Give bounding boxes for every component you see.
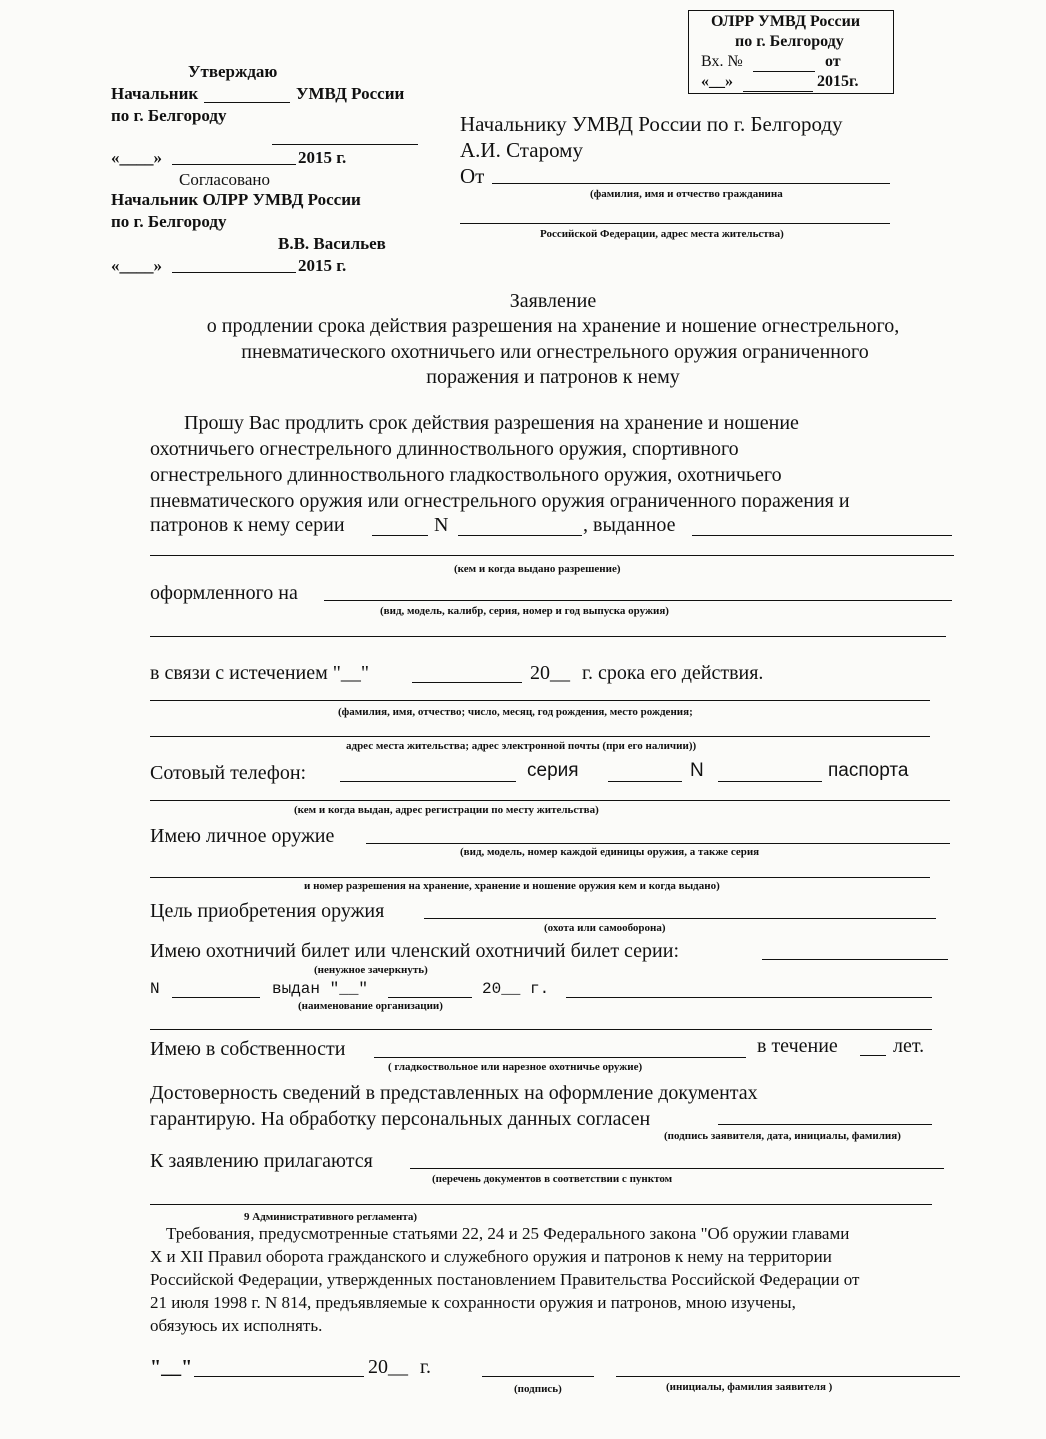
request-paragraph bbox=[150, 410, 948, 514]
expiry-suffix: г. срока его действия. bbox=[582, 662, 764, 684]
stamp-year: 2015г. bbox=[817, 73, 859, 90]
stamp-number-line[interactable] bbox=[753, 71, 815, 72]
ticket-issued-label: выдан "__" bbox=[272, 980, 369, 998]
approve-umvd: УМВД России bbox=[296, 84, 405, 103]
applicant-address-caption: Российской Федерации, адрес места жительства) bbox=[540, 228, 784, 240]
address-caption: адрес места жительства; адрес электронной почты (при его наличии)) bbox=[346, 740, 697, 752]
agreed-date-line[interactable] bbox=[172, 272, 296, 273]
footer-date-open: "__" bbox=[150, 1356, 193, 1378]
consent-signature-line[interactable] bbox=[718, 1124, 932, 1125]
registered-label: оформленного на bbox=[150, 582, 298, 604]
consent-line2 bbox=[150, 1106, 902, 1132]
title-sub1: о продлении срока действия разрешения на хранение и ношение огнестрельного, bbox=[206, 315, 900, 337]
approve-label: Утверждаю bbox=[188, 62, 278, 81]
approve-year: 2015 г. bbox=[298, 148, 347, 167]
request-line1 bbox=[150, 410, 918, 436]
ticket-n-label: N bbox=[150, 980, 160, 998]
addressee-name: А.И. Старому bbox=[460, 138, 583, 162]
stamp-line1: ОЛРР УМВД России bbox=[711, 13, 861, 30]
attachments-label: К заявлению прилагаются bbox=[150, 1150, 373, 1172]
agreed-signer: В.В. Васильев bbox=[278, 234, 386, 253]
ownership-years: лет. bbox=[893, 1035, 925, 1057]
requirements-line1 bbox=[150, 1222, 965, 1245]
issued-label: , выданное bbox=[583, 514, 676, 536]
passport-issued-line[interactable] bbox=[150, 800, 950, 801]
requirements-paragraph bbox=[150, 1222, 965, 1337]
requirements-line1-text: Требования, предусмотренные статьями 22, 24 и 25 Федерального закона "Об оружии главами bbox=[166, 1224, 850, 1243]
issued-by-line[interactable] bbox=[692, 535, 952, 536]
consent-line1 bbox=[150, 1080, 902, 1106]
approve-signature-line[interactable] bbox=[272, 144, 418, 145]
approve-blank-line[interactable] bbox=[204, 102, 290, 103]
stamp-date-line[interactable] bbox=[743, 91, 813, 92]
addressee-from: От bbox=[460, 164, 485, 188]
ticket-label: Имею охотничий билет или членский охотничий билет серии: bbox=[150, 940, 680, 962]
requirements-line3-text: Российской Федерации, утвержденных постановлением Правительства Российской Федерации от bbox=[150, 1270, 860, 1289]
issued-by-line-2[interactable] bbox=[150, 555, 954, 556]
ownership-during: в течение bbox=[757, 1035, 838, 1057]
attachments-caption: (перечень документов в соответствии с пунктом bbox=[432, 1173, 673, 1185]
applicant-name-caption: (фамилия, имя и отчество гражданина bbox=[590, 188, 783, 200]
footer-signature-line[interactable] bbox=[482, 1376, 594, 1377]
ownership-line[interactable] bbox=[374, 1057, 746, 1058]
request-line3-text: огнестрельного длинноствольного гладкоствольного оружия, охотничьего bbox=[150, 464, 782, 486]
weapon-label: Имею личное оружие bbox=[150, 825, 335, 847]
requirements-line4 bbox=[150, 1291, 965, 1314]
request-line4-text: пневматического оружия или огнестрельного оружия ограниченного поражения и bbox=[150, 490, 850, 512]
requirements-line2 bbox=[150, 1245, 965, 1268]
requirements-line5-text: обязуюсь их исполнять. bbox=[150, 1316, 323, 1335]
purpose-line[interactable] bbox=[424, 918, 936, 919]
approve-date-open: «____» bbox=[111, 148, 162, 167]
phone-label: Сотовый телефон: bbox=[150, 762, 307, 784]
request-line2 bbox=[150, 436, 886, 462]
ticket-org-line-2[interactable] bbox=[150, 1029, 932, 1030]
title-sub3: поражения и патронов к нему bbox=[426, 366, 680, 388]
stamp-from: от bbox=[825, 53, 841, 70]
registered-weapon-line[interactable] bbox=[324, 600, 952, 601]
person-caption: (фамилия, имя, отчество; число, месяц, год рождения, место рождения; bbox=[338, 706, 693, 718]
ticket-caption: (ненужное зачеркнуть) bbox=[314, 964, 428, 976]
passport-series-label: серия bbox=[527, 760, 579, 781]
passport-label: паспорта bbox=[828, 760, 909, 781]
attachments-caption2: 9 Административного регламента) bbox=[244, 1211, 418, 1223]
applicant-address-line[interactable] bbox=[460, 223, 890, 224]
expiry-prefix: в связи с истечением "__" bbox=[150, 662, 370, 684]
footer-g: г. bbox=[420, 1356, 431, 1378]
document-title: Заявление bbox=[509, 290, 597, 312]
address-line[interactable] bbox=[150, 736, 930, 737]
ticket-year: 20__ г. bbox=[482, 980, 550, 998]
attachments-line[interactable] bbox=[410, 1168, 944, 1169]
purpose-caption: (охота или самооборона) bbox=[544, 922, 666, 934]
footer-year: 20__ bbox=[368, 1356, 408, 1378]
request-line4 bbox=[150, 488, 948, 514]
weapon-caption2: и номер разрешения на хранение, хранение и ношение оружия кем и когда выдано) bbox=[304, 880, 720, 892]
ticket-series-line[interactable] bbox=[762, 959, 948, 960]
requirements-line2-text: X и XII Правил оборота гражданского и служебного оружия и патронов к нему на территории bbox=[150, 1247, 832, 1266]
incoming-stamp bbox=[688, 10, 894, 94]
expiry-month-line[interactable] bbox=[412, 682, 522, 683]
weapon-caption: (вид, модель, номер каждой единицы оружия, а также серия bbox=[460, 846, 760, 858]
footer-signature-caption: (подпись) bbox=[514, 1383, 562, 1395]
request-line3 bbox=[150, 462, 910, 488]
ticket-month-line[interactable] bbox=[388, 997, 472, 998]
approve-chief: Начальник bbox=[111, 84, 199, 103]
expiry-year: 20__ bbox=[530, 662, 570, 684]
issued-caption: (кем и когда выдано разрешение) bbox=[454, 563, 621, 575]
applicant-name-line[interactable] bbox=[492, 183, 890, 184]
ownership-caption: ( гладкоствольное или нарезное охотничье оружие) bbox=[388, 1061, 643, 1073]
ticket-org-line[interactable] bbox=[566, 997, 932, 998]
permit-n-label: N bbox=[434, 514, 449, 536]
registered-weapon-line-2[interactable] bbox=[150, 636, 946, 637]
request-line1-text: Прошу Вас продлить срок действия разрешения на хранение и ношение bbox=[184, 412, 799, 434]
passport-number-line[interactable] bbox=[718, 781, 822, 782]
requirements-line5 bbox=[150, 1314, 965, 1337]
ownership-years-line[interactable] bbox=[860, 1055, 886, 1056]
passport-n-label: N bbox=[690, 760, 704, 781]
weapon-line[interactable] bbox=[366, 843, 950, 844]
registered-caption: (вид, модель, калибр, серия, номер и год выпуска оружия) bbox=[380, 605, 669, 617]
agreed-year: 2015 г. bbox=[298, 256, 347, 275]
footer-name-line[interactable] bbox=[616, 1376, 960, 1377]
requirements-line3 bbox=[150, 1268, 965, 1291]
addressee-to: Начальнику УМВД России по г. Белгороду bbox=[460, 112, 843, 136]
approve-city: по г. Белгороду bbox=[111, 106, 227, 125]
ownership-label: Имею в собственности bbox=[150, 1038, 346, 1060]
approve-date-line[interactable] bbox=[172, 164, 296, 165]
footer-name-caption: (инициалы, фамилия заявителя ) bbox=[666, 1381, 833, 1393]
person-line[interactable] bbox=[150, 700, 930, 701]
agreed-city: по г. Белгороду bbox=[111, 212, 227, 231]
agreed-chief: Начальник ОЛРР УМВД России bbox=[111, 190, 361, 209]
consent-line2-text: гарантирую. На обработку персональных данных согласен bbox=[150, 1108, 651, 1130]
stamp-date-open: «__» bbox=[701, 73, 733, 90]
permit-series-line[interactable] bbox=[372, 535, 428, 536]
agreed-label: Согласовано bbox=[179, 170, 270, 189]
series-prefix: патронов к нему серии bbox=[150, 514, 345, 536]
attachments-line-2[interactable] bbox=[150, 1204, 932, 1205]
stamp-in-no: Вх. № bbox=[701, 53, 743, 70]
passport-series-line[interactable] bbox=[608, 781, 682, 782]
consent-caption: (подпись заявителя, дата, инициалы, фамилия) bbox=[664, 1130, 901, 1142]
phone-input-line[interactable] bbox=[340, 781, 516, 782]
ticket-number-line[interactable] bbox=[172, 997, 260, 998]
request-line2-text: охотничьего огнестрельного длинноствольного оружия, спортивного bbox=[150, 438, 739, 460]
org-caption: (наименование организации) bbox=[298, 1000, 443, 1012]
consent-line1-text: Достоверность сведений в представленных на оформление документах bbox=[150, 1082, 758, 1104]
requirements-line4-text: 21 июля 1998 г. N 814, предъявляемые к сохранности оружия и патронов, мною изучены, bbox=[150, 1293, 796, 1312]
stamp-line2: по г. Белгороду bbox=[735, 33, 844, 50]
permit-number-line[interactable] bbox=[458, 535, 582, 536]
passport-caption: (кем и когда выдан, адрес регистрации по месту жительства) bbox=[294, 804, 599, 816]
purpose-label: Цель приобретения оружия bbox=[150, 900, 385, 922]
weapon-line-2[interactable] bbox=[150, 877, 930, 878]
title-sub2: пневматического охотничьего или огнестрельного оружия ограниченного bbox=[241, 341, 869, 363]
footer-date-line[interactable] bbox=[194, 1376, 364, 1377]
agreed-date-open: «____» bbox=[111, 256, 162, 275]
